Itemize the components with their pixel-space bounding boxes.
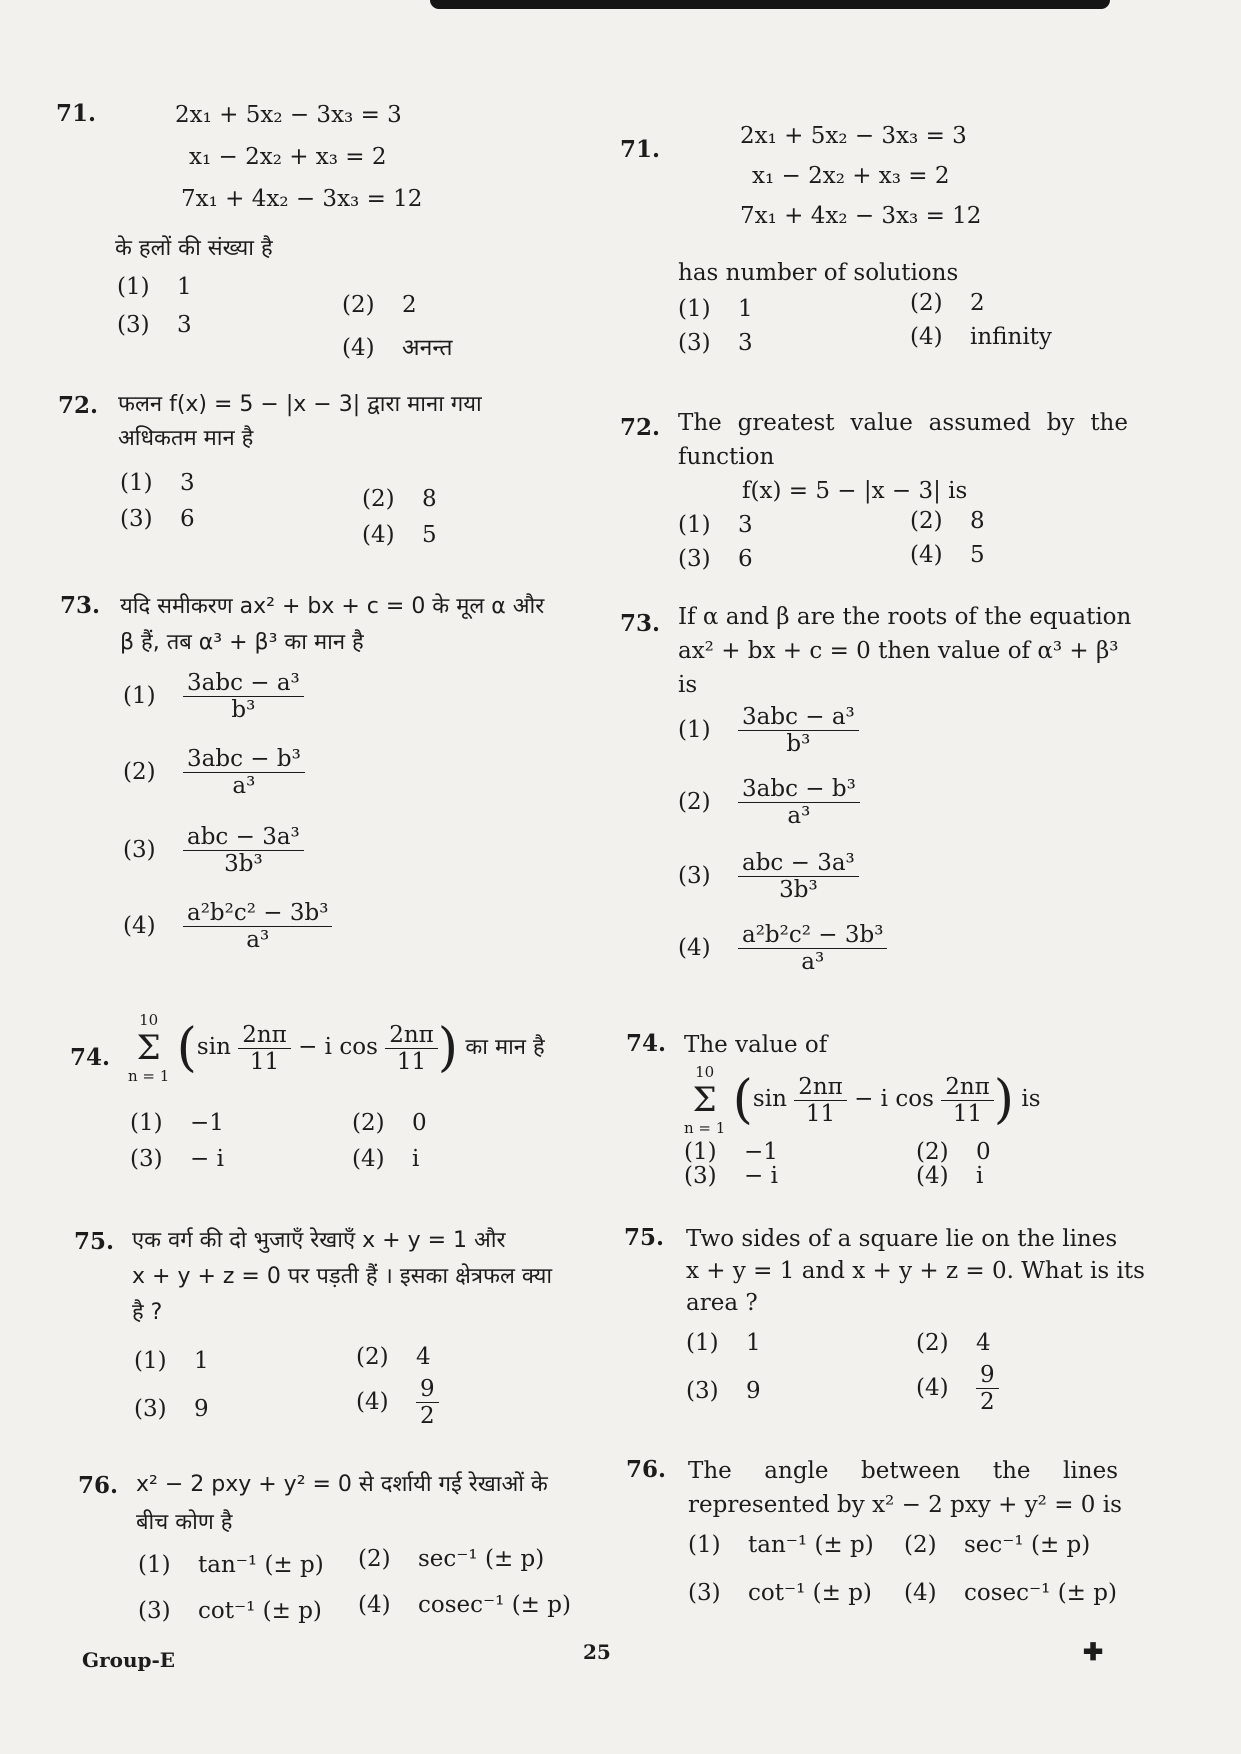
equation-3: 7x₁ + 4x₂ − 3x₃ = 12 bbox=[181, 186, 423, 212]
question-number: 71. bbox=[56, 100, 97, 127]
option-1: (1) 3 bbox=[120, 470, 195, 496]
fraction: $\frac{\text{abc − 3a³}}{\text{3b³}}$ bbox=[738, 850, 859, 903]
question-stem-line-3: area ? bbox=[686, 1290, 758, 1316]
summation-expression: 10 Σ n = 1 (sin $\frac{2n\pi}{11}$ − i cos $\frac{2n\pi}{11}$ ) का मान है bbox=[128, 1011, 545, 1085]
option-4: (4) i bbox=[352, 1146, 420, 1172]
fraction: $\frac{\text{3abc − a³}}{\text{b³}}$ bbox=[738, 704, 859, 757]
option-3: (3) 3 bbox=[678, 330, 753, 356]
question-stem: The greatest value assumed by the function bbox=[678, 410, 1128, 470]
question-number: 73. bbox=[620, 610, 661, 637]
equation-system bbox=[740, 116, 981, 236]
option-3: (3) $\frac{\text{abc − 3a³}}{\text{3b³}}$ bbox=[123, 824, 304, 877]
fraction: $\frac{2n\pi}{11}$ bbox=[794, 1074, 847, 1127]
question-number: 73. bbox=[60, 592, 101, 619]
question-number: 72. bbox=[58, 392, 99, 419]
option-3: (3) $\frac{\text{abc − 3a³}}{\text{3b³}}$ bbox=[678, 850, 859, 903]
option-3: (3) 9 bbox=[686, 1378, 761, 1404]
option-4: (4) 5 bbox=[910, 542, 985, 568]
question-stem-line-3: है ? bbox=[132, 1300, 163, 1325]
question-stem-line-1: Two sides of a square lie on the lines bbox=[686, 1226, 1118, 1252]
question-stem-line-2: represented by x² − 2 pxy + y² = 0 is bbox=[688, 1492, 1122, 1518]
question-stem-line-1: एक वर्ग की दो भुजाएँ रेखाएँ x + y = 1 और bbox=[132, 1228, 506, 1253]
option-1: (1) $\frac{\text{3abc − a³}}{\text{b³}}$ bbox=[123, 670, 304, 723]
option-3: (3) cot⁻¹ (± p) bbox=[138, 1598, 322, 1624]
option-3: (3) 6 bbox=[120, 506, 195, 532]
question-number: 74. bbox=[626, 1030, 667, 1057]
fraction: $\frac{\text{a²b²c² − 3b³}}{\text{a³}}$ bbox=[183, 900, 332, 953]
option-4: (4) $\frac{9}{2}$ bbox=[916, 1362, 999, 1415]
equation-1: 2x₁ + 5x₂ − 3x₃ = 3 bbox=[175, 102, 402, 128]
option-3: (3) − i bbox=[130, 1146, 224, 1172]
option-2: (2) 2 bbox=[342, 292, 417, 318]
question-number: 75. bbox=[74, 1228, 115, 1255]
option-4: (4) 5 bbox=[362, 522, 437, 548]
question-stem-line-1: यदि समीकरण ax² + bx + c = 0 के मूल α और bbox=[120, 594, 545, 619]
question-stem-line-3: is bbox=[678, 672, 698, 698]
fraction: $\frac{2n\pi}{11}$ bbox=[941, 1074, 994, 1127]
fraction: $\frac{2n\pi}{11}$ bbox=[385, 1022, 438, 1075]
question-stem: The value of bbox=[684, 1032, 828, 1058]
option-3: (3) 3 bbox=[117, 312, 192, 338]
option-2: (2) 0 bbox=[352, 1110, 427, 1136]
fraction: $\frac{\text{3abc − b³}}{\text{a³}}$ bbox=[183, 746, 305, 799]
option-3: (3) 9 bbox=[134, 1396, 209, 1422]
question-stem-line-1: x² − 2 pxy + y² = 0 से दर्शायी गई रेखाओं के bbox=[136, 1472, 548, 1497]
fraction: $\frac{\text{3abc − b³}}{\text{a³}}$ bbox=[738, 776, 860, 829]
question-stem-line-1: If α and β are the roots of the equation bbox=[678, 604, 1132, 630]
question-stem-line-2: बीच कोण है bbox=[136, 1510, 233, 1535]
question-number: 72. bbox=[620, 414, 661, 441]
option-1: (1) −1 bbox=[684, 1139, 778, 1165]
option-3: (3) cot⁻¹ (± p) bbox=[688, 1580, 872, 1606]
fraction: $\frac{9}{2}$ bbox=[416, 1376, 439, 1429]
question-number: 76. bbox=[78, 1472, 119, 1499]
option-2: (2) 8 bbox=[362, 486, 437, 512]
question-number: 71. bbox=[620, 136, 661, 163]
option-1: (1) 1 bbox=[134, 1348, 209, 1374]
option-4: (4) cosec⁻¹ (± p) bbox=[358, 1592, 571, 1618]
option-1: (1) 1 bbox=[678, 296, 753, 322]
question-stem-line-1: The angle between the lines bbox=[688, 1458, 1118, 1484]
page-number: 25 bbox=[583, 1640, 611, 1664]
fraction: $\frac{9}{2}$ bbox=[976, 1362, 999, 1415]
equation-1: 2x₁ + 5x₂ − 3x₃ = 3 bbox=[740, 123, 967, 149]
summation: 10 Σ n = 1 bbox=[128, 1011, 170, 1085]
option-4: (4) अनन्त bbox=[342, 335, 453, 361]
equation-2: x₁ − 2x₂ + x₃ = 2 bbox=[189, 144, 387, 170]
option-2: (2) $\frac{\text{3abc − b³}}{\text{a³}}$ bbox=[678, 776, 860, 829]
fraction: $\frac{2n\pi}{11}$ bbox=[238, 1022, 291, 1075]
summation-expression: 10 Σ n = 1 (sin $\frac{2n\pi}{11}$ − i cos $\frac{2n\pi}{11}$ ) is bbox=[684, 1063, 1041, 1137]
question-stem: के हलों की संख्या है bbox=[115, 236, 273, 261]
question-number: 75. bbox=[624, 1224, 665, 1251]
question-number: 74. bbox=[70, 1044, 111, 1071]
question-stem: has number of solutions bbox=[678, 260, 959, 286]
option-1: (1) tan⁻¹ (± p) bbox=[138, 1552, 324, 1578]
option-4: (4) i bbox=[916, 1163, 984, 1189]
equation-3: 7x₁ + 4x₂ − 3x₃ = 12 bbox=[740, 203, 982, 229]
option-1: (1) 3 bbox=[678, 512, 753, 538]
option-4: (4) $\frac{\text{a²b²c² − 3b³}}{\text{a³}}$ bbox=[678, 922, 887, 975]
option-3: (3) 6 bbox=[678, 546, 753, 572]
summation: 10 Σ n = 1 bbox=[684, 1063, 726, 1137]
option-1: (1) 1 bbox=[686, 1330, 761, 1356]
option-2: (2) $\frac{\text{3abc − b³}}{\text{a³}}$ bbox=[123, 746, 305, 799]
fraction: $\frac{\text{a²b²c² − 3b³}}{\text{a³}}$ bbox=[738, 922, 887, 975]
question-number: 76. bbox=[626, 1456, 667, 1483]
fraction: $\frac{\text{3abc − a³}}{\text{b³}}$ bbox=[183, 670, 304, 723]
fraction: $\frac{\text{abc − 3a³}}{\text{3b³}}$ bbox=[183, 824, 304, 877]
option-1: (1) 1 bbox=[117, 274, 192, 300]
english-column bbox=[620, 0, 1180, 1754]
question-stem-line-2: x + y = 1 and x + y + z = 0. What is its bbox=[686, 1258, 1145, 1284]
option-4: (4) infinity bbox=[910, 324, 1052, 350]
question-stem-line-2: x + y + z = 0 पर पड़ती हैं । इसका क्षेत्रफल क्या bbox=[132, 1264, 553, 1289]
option-1: (1) tan⁻¹ (± p) bbox=[688, 1532, 874, 1558]
option-2: (2) 8 bbox=[910, 508, 985, 534]
equation-system bbox=[175, 94, 422, 220]
option-1: (1) −1 bbox=[130, 1110, 224, 1136]
hindi-column bbox=[0, 0, 571, 1754]
equation-2: x₁ − 2x₂ + x₃ = 2 bbox=[752, 163, 950, 189]
question-stem: फलन f(x) = 5 − |x − 3| द्वारा माना गया अधिकतम मान है bbox=[118, 392, 482, 451]
function-expression: f(x) = 5 − |x − 3| is bbox=[742, 478, 968, 504]
option-2: (2) sec⁻¹ (± p) bbox=[904, 1532, 1091, 1558]
option-2: (2) 0 bbox=[916, 1139, 991, 1165]
question-stem-line-2: ax² + bx + c = 0 then value of α³ + β³ bbox=[678, 638, 1119, 664]
option-2: (2) sec⁻¹ (± p) bbox=[358, 1546, 545, 1572]
option-4: (4) $\frac{9}{2}$ bbox=[356, 1376, 439, 1429]
option-2: (2) 2 bbox=[910, 290, 985, 316]
group-label: Group-E bbox=[82, 1648, 176, 1672]
option-2: (2) 4 bbox=[916, 1330, 991, 1356]
option-3: (3) − i bbox=[684, 1163, 778, 1189]
option-4: (4) cosec⁻¹ (± p) bbox=[904, 1580, 1117, 1606]
registration-mark-icon: ✚ bbox=[1083, 1637, 1104, 1666]
question-stem-line-2: β हैं, तब α³ + β³ का मान है bbox=[120, 630, 364, 655]
option-2: (2) 4 bbox=[356, 1344, 431, 1370]
option-4: (4) $\frac{\text{a²b²c² − 3b³}}{\text{a³}}$ bbox=[123, 900, 332, 953]
option-1: (1) $\frac{\text{3abc − a³}}{\text{b³}}$ bbox=[678, 704, 859, 757]
